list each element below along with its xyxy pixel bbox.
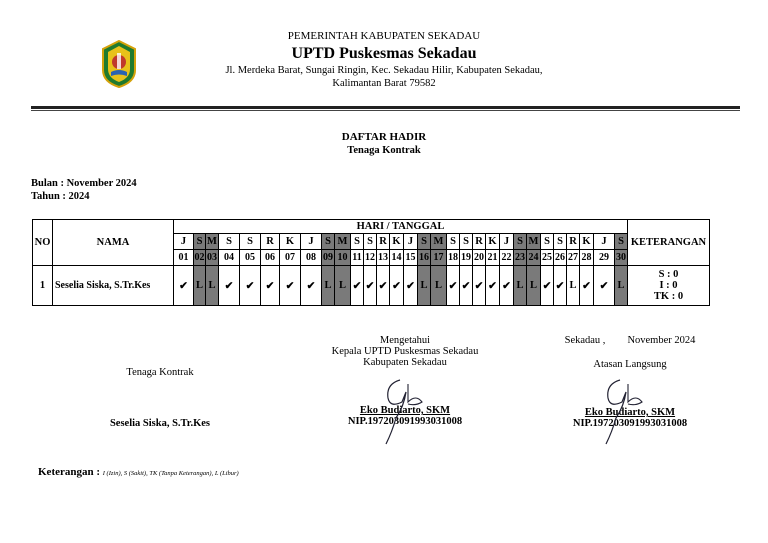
day-cell: S bbox=[541, 234, 554, 250]
day-cell: K bbox=[580, 234, 594, 250]
attendance-cell: L bbox=[431, 266, 447, 306]
day-cell: K bbox=[390, 234, 404, 250]
day-cell: J bbox=[500, 234, 514, 250]
attendance-cell: L bbox=[567, 266, 580, 306]
day-cell: K bbox=[280, 234, 301, 250]
day-cell: S bbox=[514, 234, 527, 250]
attendance-cell: ✔ bbox=[390, 266, 404, 306]
legend-note bbox=[38, 466, 239, 478]
day-cell: J bbox=[594, 234, 615, 250]
day-cell: M bbox=[431, 234, 447, 250]
day-cell: S bbox=[240, 234, 261, 250]
month-label: Bulan : November 2024 bbox=[31, 178, 137, 189]
col-nama: NAMA bbox=[53, 220, 174, 266]
attendance-cell: L bbox=[514, 266, 527, 306]
day-cell: S bbox=[364, 234, 377, 250]
attendance-cell: L bbox=[322, 266, 335, 306]
date-cell: 09 bbox=[322, 250, 335, 266]
day-cell: R bbox=[261, 234, 280, 250]
header-divider bbox=[31, 106, 740, 109]
attendance-cell: ✔ bbox=[460, 266, 473, 306]
address-line-1: Jl. Merdeka Barat, Sungai Ringin, Kec. Sekadau Hilir, Kabupaten Sekadau, bbox=[225, 65, 543, 76]
attendance-cell: ✔ bbox=[240, 266, 261, 306]
date-cell: 05 bbox=[240, 250, 261, 266]
date-cell: 30 bbox=[615, 250, 628, 266]
right-signer-name: Eko Budiarto, SKM bbox=[584, 407, 676, 418]
day-cell: S bbox=[418, 234, 431, 250]
date-cell: 24 bbox=[527, 250, 541, 266]
sign-place: Sekadau , bbox=[564, 335, 606, 346]
institution-name: UPTD Puskesmas Sekadau bbox=[291, 45, 477, 62]
keterangan-ket_i: I : 0 bbox=[659, 280, 678, 291]
day-cell: R bbox=[567, 234, 580, 250]
attendance-cell: ✔ bbox=[377, 266, 390, 306]
attendance-cell: ✔ bbox=[280, 266, 301, 306]
attendance-cell: L bbox=[418, 266, 431, 306]
date-cell: 12 bbox=[364, 250, 377, 266]
day-cell: J bbox=[404, 234, 418, 250]
row-keterangan bbox=[628, 266, 710, 306]
date-cell: 01 bbox=[174, 250, 194, 266]
day-cell: S bbox=[615, 234, 628, 250]
attendance-cell: L bbox=[335, 266, 351, 306]
document-title: DAFTAR HADIR bbox=[341, 131, 427, 143]
date-cell: 08 bbox=[301, 250, 322, 266]
mid-signer-name: Eko Budiarto, SKM bbox=[359, 405, 451, 416]
header-divider-thin bbox=[31, 110, 740, 111]
sign-date: November 2024 bbox=[627, 335, 696, 346]
date-cell: 27 bbox=[567, 250, 580, 266]
attendance-cell: L bbox=[206, 266, 219, 306]
date-cell: 26 bbox=[554, 250, 567, 266]
day-cell: S bbox=[351, 234, 364, 250]
attendance-cell: ✔ bbox=[500, 266, 514, 306]
attendance-cell: ✔ bbox=[473, 266, 486, 306]
row-no: 1 bbox=[33, 266, 53, 306]
attendance-cell: ✔ bbox=[447, 266, 460, 306]
signer-role: Tenaga Kontrak bbox=[126, 367, 194, 378]
keterangan-ket_s: S : 0 bbox=[658, 269, 679, 280]
date-cell: 14 bbox=[390, 250, 404, 266]
day-cell: M bbox=[527, 234, 541, 250]
day-cell: S bbox=[447, 234, 460, 250]
date-cell: 21 bbox=[486, 250, 500, 266]
attendance-cell: ✔ bbox=[364, 266, 377, 306]
date-cell: 20 bbox=[473, 250, 486, 266]
attendance-cell: ✔ bbox=[554, 266, 567, 306]
day-cell: S bbox=[460, 234, 473, 250]
date-cell: 29 bbox=[594, 250, 615, 266]
attendance-cell: L bbox=[527, 266, 541, 306]
date-cell: 07 bbox=[280, 250, 301, 266]
handwritten-signature-mid bbox=[378, 372, 428, 447]
government-name: PEMERINTAH KABUPATEN SEKADAU bbox=[287, 30, 481, 42]
right-signer-nip: NIP.197203091993031008 bbox=[572, 418, 688, 429]
attendance-cell: ✔ bbox=[486, 266, 500, 306]
attendance-cell: ✔ bbox=[219, 266, 240, 306]
date-cell: 11 bbox=[351, 250, 364, 266]
day-cell: S bbox=[322, 234, 335, 250]
col-keterangan: KETERANGAN bbox=[628, 220, 710, 266]
handwritten-signature-right bbox=[598, 372, 648, 447]
address-line-2: Kalimantan Barat 79582 bbox=[332, 78, 436, 89]
table-row bbox=[33, 266, 710, 306]
year-label: Tahun : 2024 bbox=[31, 191, 90, 202]
date-cell: 02 bbox=[194, 250, 206, 266]
attendance-cell: ✔ bbox=[541, 266, 554, 306]
date-cell: 25 bbox=[541, 250, 554, 266]
document-subtitle: Tenaga Kontrak bbox=[347, 145, 421, 156]
date-cell: 06 bbox=[261, 250, 280, 266]
attendance-table bbox=[32, 219, 710, 306]
date-cell: 18 bbox=[447, 250, 460, 266]
date-cell: 17 bbox=[431, 250, 447, 266]
day-cell: S bbox=[194, 234, 206, 250]
attendance-cell: ✔ bbox=[594, 266, 615, 306]
row-nama: Seselia Siska, S.Tr.Kes bbox=[53, 266, 174, 306]
right-role: Atasan Langsung bbox=[593, 359, 667, 370]
date-cell: 10 bbox=[335, 250, 351, 266]
attendance-cell: L bbox=[615, 266, 628, 306]
day-cell: R bbox=[377, 234, 390, 250]
day-cell: M bbox=[335, 234, 351, 250]
legend-label: Keterangan : bbox=[38, 466, 101, 478]
signature-left bbox=[95, 367, 225, 429]
attendance-cell: ✔ bbox=[261, 266, 280, 306]
day-cell: J bbox=[174, 234, 194, 250]
day-cell: R bbox=[473, 234, 486, 250]
signer-name: Seselia Siska, S.Tr.Kes bbox=[109, 418, 211, 429]
date-cell: 23 bbox=[514, 250, 527, 266]
day-cell: J bbox=[301, 234, 322, 250]
date-cell: 03 bbox=[206, 250, 219, 266]
date-cell: 16 bbox=[418, 250, 431, 266]
col-hari-tanggal: HARI / TANGGAL bbox=[174, 220, 628, 234]
mid-line3: Kabupaten Sekadau bbox=[363, 357, 447, 368]
attendance-cell: L bbox=[194, 266, 206, 306]
attendance-cell: ✔ bbox=[351, 266, 364, 306]
mid-signer-nip: NIP.197203091993031008 bbox=[347, 416, 463, 427]
date-cell: 13 bbox=[377, 250, 390, 266]
mid-line1: Mengetahui bbox=[379, 335, 431, 346]
date-cell: 28 bbox=[580, 250, 594, 266]
date-cell: 15 bbox=[404, 250, 418, 266]
day-cell: M bbox=[206, 234, 219, 250]
col-no: NO bbox=[33, 220, 53, 266]
attendance-cell: ✔ bbox=[174, 266, 194, 306]
day-cell: K bbox=[486, 234, 500, 250]
attendance-cell: ✔ bbox=[301, 266, 322, 306]
attendance-cell: ✔ bbox=[580, 266, 594, 306]
date-cell: 04 bbox=[219, 250, 240, 266]
legend-text: I (Izin), S (Sakit), TK (Tanpa Keterangan), L (Libur) bbox=[102, 470, 239, 477]
day-cell: S bbox=[219, 234, 240, 250]
mid-line2: Kepala UPTD Puskesmas Sekadau bbox=[331, 346, 479, 357]
attendance-cell: ✔ bbox=[404, 266, 418, 306]
day-cell: S bbox=[554, 234, 567, 250]
date-cell: 22 bbox=[500, 250, 514, 266]
keterangan-ket_tk: TK : 0 bbox=[653, 291, 684, 302]
date-cell: 19 bbox=[460, 250, 473, 266]
